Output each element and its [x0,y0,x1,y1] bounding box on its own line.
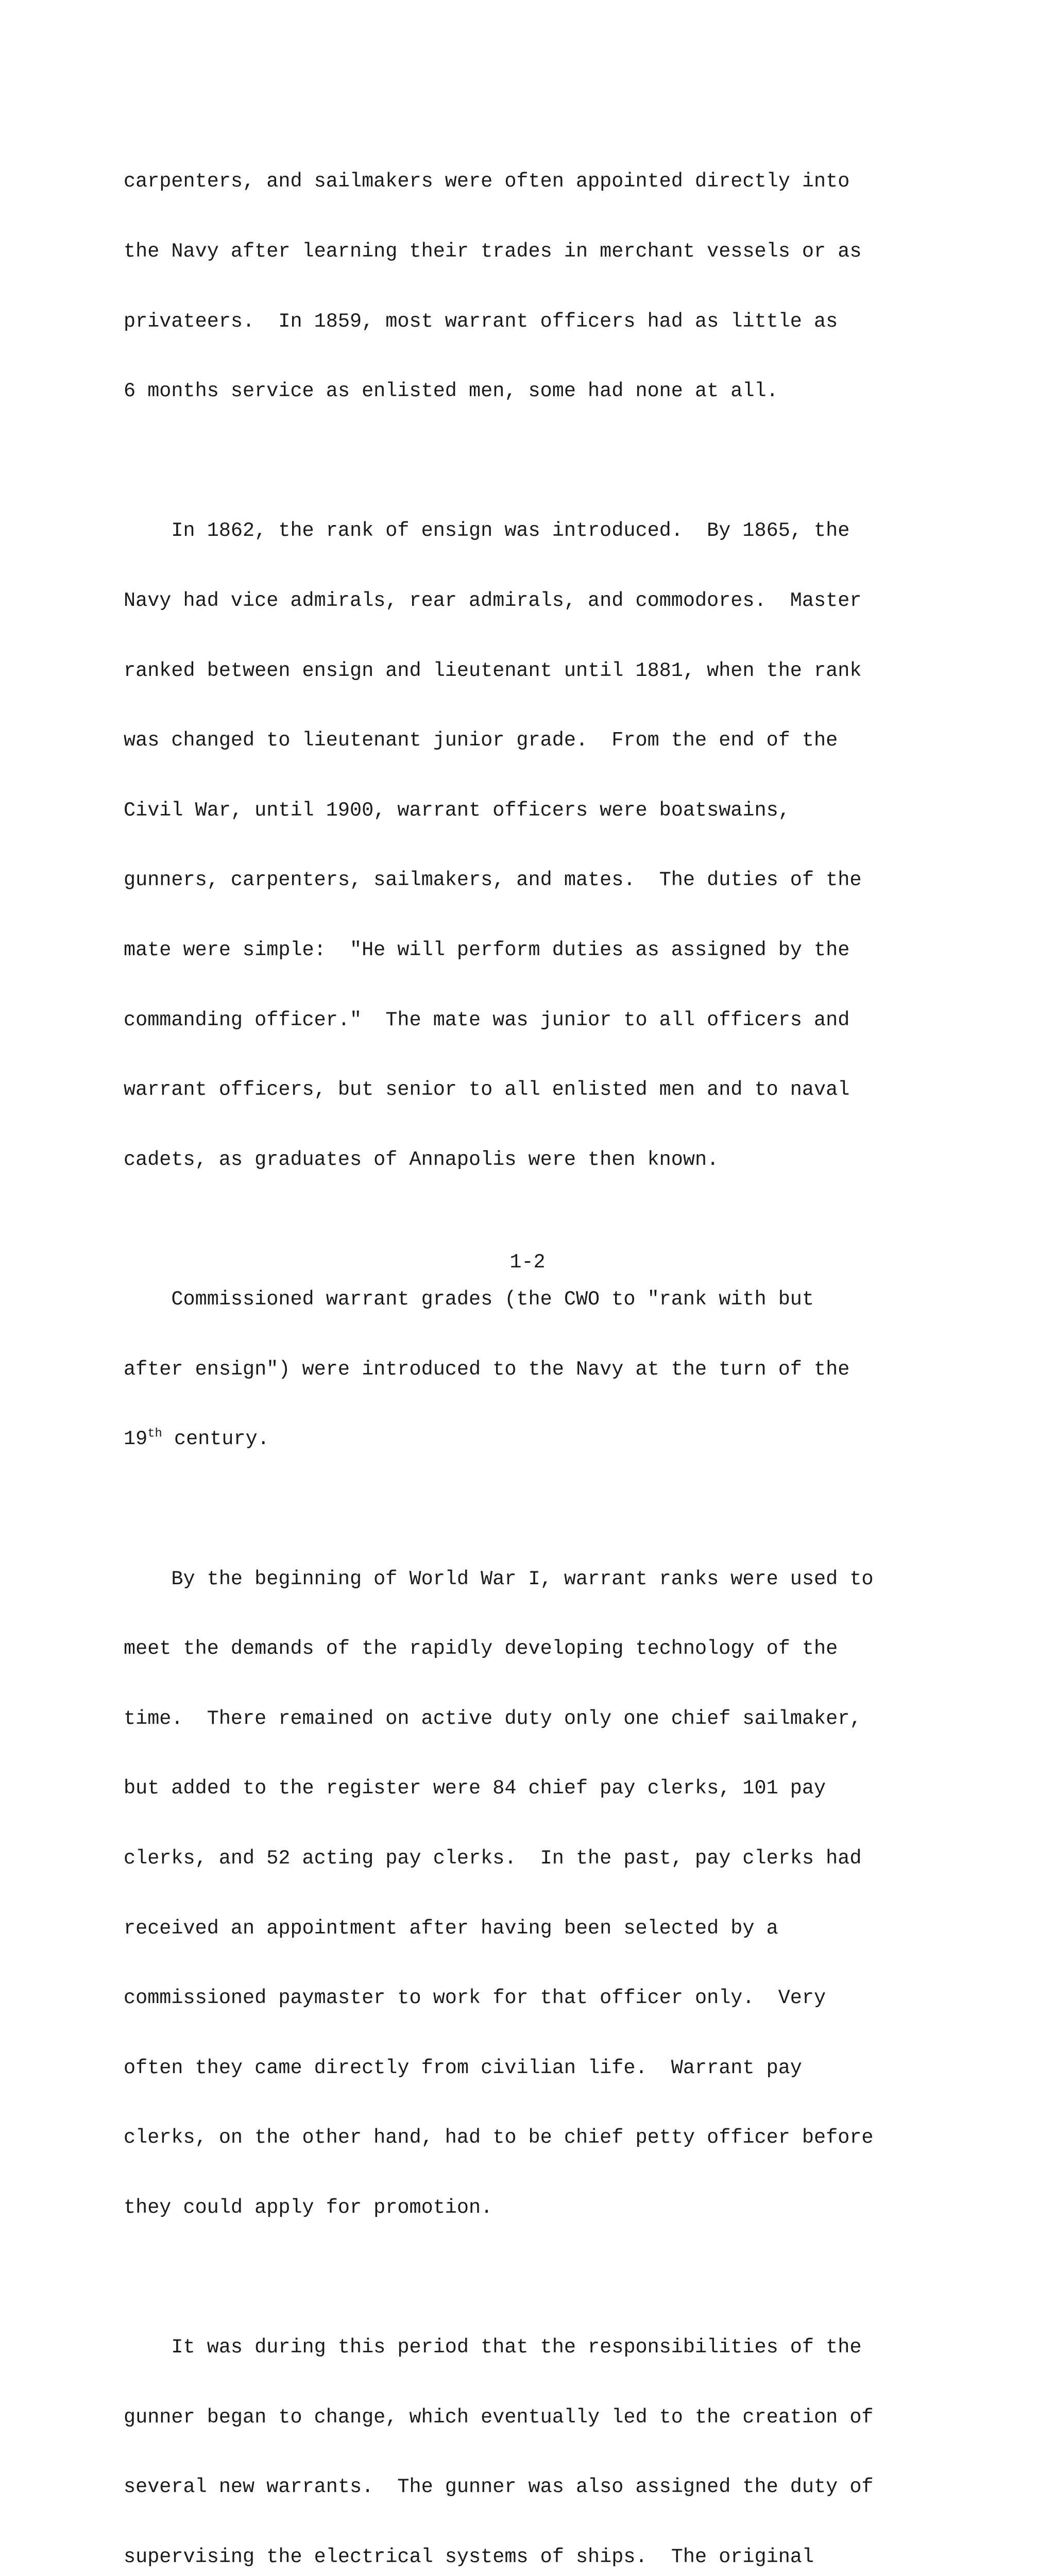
text-line: carpenters, and sailmakers were often appointed directly into [124,170,850,193]
text-line: often they came directly from civilian life. Warrant pay [124,2056,802,2079]
paragraph-1 [124,124,958,450]
text-line: received an appointment after having been selected by a [124,1917,778,1940]
text-line: cadets, as graduates of Annapolis were then known. [124,1148,719,1171]
text-line: gunner began to change, which eventually led to the creation of [124,2405,874,2429]
paragraph-5 [124,2290,958,2576]
text-line: was changed to lieutenant junior grade. From the end of the [124,729,838,752]
text-line: By the beginning of World War I, warrant ranks were used to [124,1567,874,1590]
text-line: they could apply for promotion. [124,2196,493,2219]
text-line: It was during this period that the responsibilities of the [124,2336,862,2359]
ordinal-number: 19 [124,1428,148,1451]
text-line: time. There remained on active duty only one chief sailmaker, [124,1707,862,1730]
paragraph-3 [124,1242,958,1498]
text-line: meet the demands of the rapidly developing technology of the [124,1637,838,1660]
text-line: clerks, and 52 acting pay clerks. In the past, pay clerks had [124,1846,862,1870]
text-line: several new warrants. The gunner was also assigned the duty of [124,2476,874,2499]
text-line: Navy had vice admirals, rear admirals, and commodores. Master [124,589,862,613]
text-line: ranked between ensign and lieutenant until 1881, when the rank [124,659,862,682]
body-text [124,124,958,2576]
text-line: the Navy after learning their trades in merchant vessels or as [124,240,862,263]
text-line: 6 months service as enlisted men, some had none at all. [124,380,778,403]
text-line: commanding officer." The mate was junior to all officers and [124,1008,850,1031]
text-line: gunners, carpenters, sailmakers, and mates. The duties of the [124,869,862,892]
text-line-with-superscript [124,1428,958,1451]
line-remainder: century. [162,1428,269,1451]
text-line: after ensign") were introduced to the Navy at the turn of the [124,1358,850,1381]
page-number: 1-2 [509,1251,546,1274]
text-line: Commissioned warrant grades (the CWO to "rank with but [124,1288,814,1311]
text-line: mate were simple: "He will perform duties as assigned by the [124,939,850,962]
ordinal-superscript: th [147,1427,162,1442]
text-line: commissioned paymaster to work for that officer only. Very [124,1987,826,2010]
text-line: but added to the register were 84 chief pay clerks, 101 pay [124,1777,826,1800]
text-line: Civil War, until 1900, warrant officers were boatswains, [124,799,790,822]
text-line: privateers. In 1859, most warrant officers had as little as [124,310,838,333]
text-line: In 1862, the rank of ensign was introduced. By 1865, the [124,519,850,543]
text-line: warrant officers, but senior to all enlisted men and to naval [124,1078,850,1101]
text-line: clerks, on the other hand, had to be chief petty officer before [124,2126,874,2149]
paragraph-2 [124,473,958,1218]
text-line: supervising the electrical systems of ships. The original [124,2546,814,2569]
paragraph-4 [124,1521,958,2266]
